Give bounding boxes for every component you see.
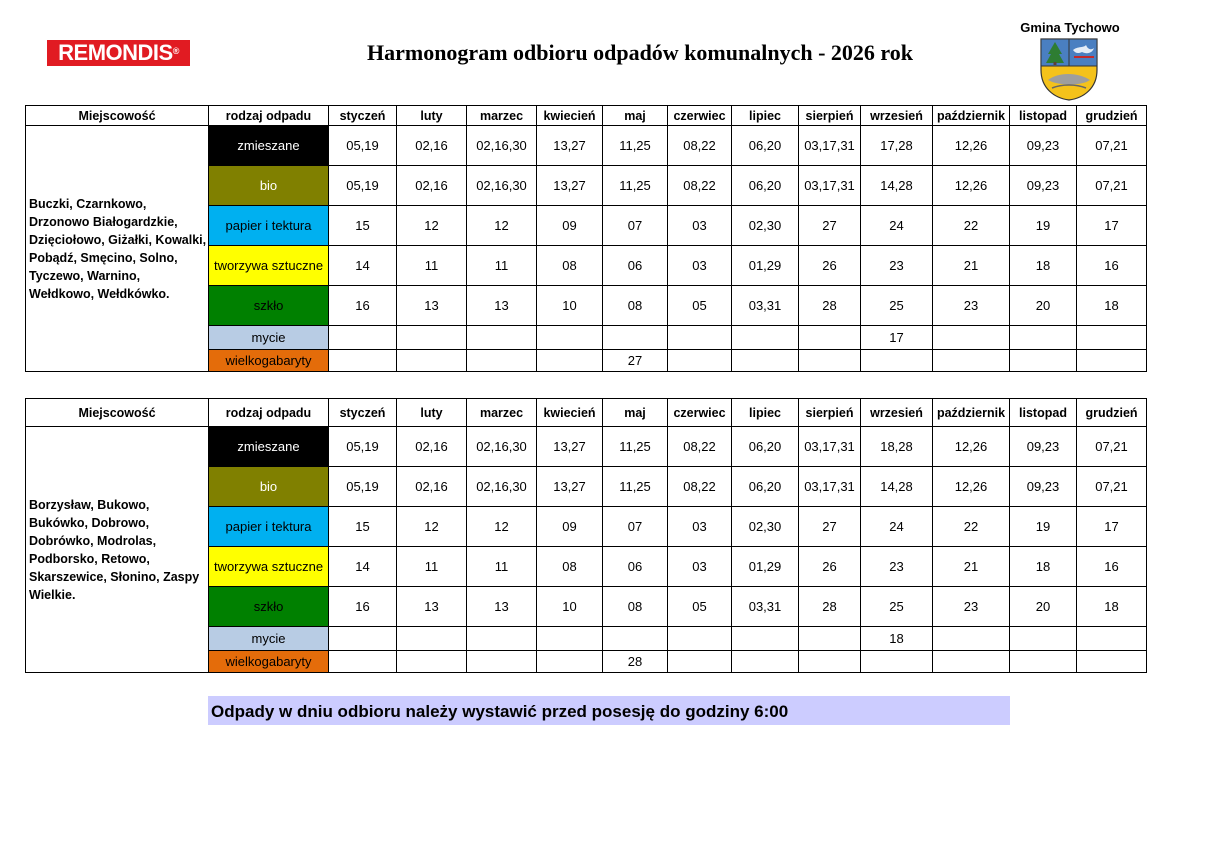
pickup-date-cell: 18 bbox=[1077, 587, 1147, 627]
pickup-date-cell: 07,21 bbox=[1077, 126, 1147, 166]
pickup-date-cell: 08,22 bbox=[668, 427, 732, 467]
pickup-date-cell: 06,20 bbox=[732, 467, 799, 507]
pickup-date-cell bbox=[732, 627, 799, 651]
remondis-logo: REMONDIS® bbox=[47, 40, 190, 66]
waste-type-label: szkło bbox=[209, 286, 329, 326]
pickup-date-cell: 01,29 bbox=[732, 246, 799, 286]
pickup-date-cell: 26 bbox=[799, 547, 861, 587]
pickup-date-cell: 18 bbox=[1010, 246, 1077, 286]
pickup-date-cell bbox=[329, 627, 397, 651]
month-header: czerwiec bbox=[668, 106, 732, 126]
waste-type-label: tworzywa sztuczne bbox=[209, 246, 329, 286]
month-header: lipiec bbox=[732, 399, 799, 427]
waste-type-header: rodzaj odpadu bbox=[209, 399, 329, 427]
pickup-date-cell bbox=[1010, 651, 1077, 673]
pickup-date-cell: 14,28 bbox=[861, 467, 933, 507]
waste-type-label: mycie bbox=[209, 326, 329, 350]
month-header: styczeń bbox=[329, 399, 397, 427]
month-header: październik bbox=[933, 106, 1010, 126]
pickup-date-cell: 18 bbox=[861, 627, 933, 651]
month-header: luty bbox=[397, 106, 467, 126]
pickup-date-cell bbox=[537, 326, 603, 350]
pickup-date-cell bbox=[933, 350, 1010, 372]
schedule-table-1 bbox=[25, 105, 1147, 372]
pickup-date-cell: 02,16 bbox=[397, 467, 467, 507]
pickup-date-cell: 03,17,31 bbox=[799, 166, 861, 206]
month-header: grudzień bbox=[1077, 106, 1147, 126]
month-header: maj bbox=[603, 399, 668, 427]
pickup-date-cell: 21 bbox=[933, 547, 1010, 587]
pickup-date-cell: 25 bbox=[861, 286, 933, 326]
pickup-date-cell: 07,21 bbox=[1077, 166, 1147, 206]
pickup-date-cell: 18 bbox=[1077, 286, 1147, 326]
month-header: styczeń bbox=[329, 106, 397, 126]
pickup-date-cell bbox=[329, 350, 397, 372]
pickup-date-cell: 03 bbox=[668, 246, 732, 286]
table-row bbox=[26, 126, 1147, 166]
pickup-date-cell bbox=[732, 326, 799, 350]
pickup-date-cell bbox=[397, 326, 467, 350]
pickup-date-cell: 20 bbox=[1010, 587, 1077, 627]
pickup-date-cell bbox=[329, 651, 397, 673]
pickup-date-cell bbox=[732, 651, 799, 673]
pickup-date-cell bbox=[329, 326, 397, 350]
pickup-date-cell: 19 bbox=[1010, 206, 1077, 246]
month-header: lipiec bbox=[732, 106, 799, 126]
pickup-date-cell: 26 bbox=[799, 246, 861, 286]
pickup-date-cell: 05 bbox=[668, 587, 732, 627]
pickup-date-cell: 16 bbox=[329, 286, 397, 326]
pickup-date-cell: 02,16 bbox=[397, 166, 467, 206]
page-title: Harmonogram odbioru odpadów komunalnych - 2026 rok bbox=[366, 40, 913, 65]
pickup-date-cell: 11 bbox=[397, 547, 467, 587]
pickup-date-cell: 06 bbox=[603, 246, 668, 286]
pickup-date-cell bbox=[799, 350, 861, 372]
pickup-date-cell: 07 bbox=[603, 206, 668, 246]
month-header: marzec bbox=[467, 399, 537, 427]
pickup-date-cell bbox=[467, 651, 537, 673]
month-header: listopad bbox=[1010, 399, 1077, 427]
month-header: czerwiec bbox=[668, 399, 732, 427]
pickup-date-cell bbox=[397, 350, 467, 372]
pickup-date-cell: 11,25 bbox=[603, 166, 668, 206]
table-header-row bbox=[26, 399, 1147, 427]
pickup-date-cell bbox=[1077, 651, 1147, 673]
pickup-date-cell bbox=[467, 627, 537, 651]
month-header: marzec bbox=[467, 106, 537, 126]
pickup-date-cell: 23 bbox=[861, 547, 933, 587]
pickup-date-cell: 11 bbox=[467, 246, 537, 286]
pickup-date-cell: 27 bbox=[799, 206, 861, 246]
pickup-date-cell: 21 bbox=[933, 246, 1010, 286]
pickup-date-cell: 02,16,30 bbox=[467, 126, 537, 166]
pickup-date-cell: 22 bbox=[933, 206, 1010, 246]
pickup-date-cell: 08,22 bbox=[668, 166, 732, 206]
pickup-date-cell: 14 bbox=[329, 547, 397, 587]
table-row bbox=[26, 427, 1147, 467]
month-header: luty bbox=[397, 399, 467, 427]
month-header: wrzesień bbox=[861, 399, 933, 427]
pickup-date-cell: 08 bbox=[603, 587, 668, 627]
pickup-date-cell: 07,21 bbox=[1077, 467, 1147, 507]
pickup-date-cell bbox=[668, 350, 732, 372]
pickup-date-cell: 13 bbox=[467, 587, 537, 627]
waste-type-label: bio bbox=[209, 467, 329, 507]
pickup-date-cell bbox=[861, 350, 933, 372]
waste-type-label: tworzywa sztuczne bbox=[209, 547, 329, 587]
pickup-date-cell bbox=[1077, 326, 1147, 350]
pickup-date-cell: 18,28 bbox=[861, 427, 933, 467]
waste-type-label: szkło bbox=[209, 587, 329, 627]
pickup-date-cell bbox=[1077, 627, 1147, 651]
pickup-date-cell: 09,23 bbox=[1010, 427, 1077, 467]
pickup-date-cell: 02,16,30 bbox=[467, 427, 537, 467]
pickup-date-cell: 02,16 bbox=[397, 427, 467, 467]
pickup-note: Odpady w dniu odbioru należy wystawić przed posesję do godziny 6:00 bbox=[208, 696, 1010, 725]
pickup-date-cell: 22 bbox=[933, 507, 1010, 547]
registered-mark: ® bbox=[172, 46, 179, 56]
pickup-date-cell: 06,20 bbox=[732, 427, 799, 467]
coat-of-arms-icon bbox=[1038, 36, 1100, 102]
month-header: sierpień bbox=[799, 399, 861, 427]
pickup-date-cell: 05,19 bbox=[329, 427, 397, 467]
waste-type-label: zmieszane bbox=[209, 427, 329, 467]
pickup-date-cell: 09,23 bbox=[1010, 166, 1077, 206]
pickup-date-cell: 10 bbox=[537, 286, 603, 326]
pickup-date-cell bbox=[467, 326, 537, 350]
pickup-date-cell: 28 bbox=[799, 587, 861, 627]
pickup-date-cell: 17,28 bbox=[861, 126, 933, 166]
pickup-date-cell: 03 bbox=[668, 507, 732, 547]
pickup-date-cell: 13,27 bbox=[537, 126, 603, 166]
pickup-date-cell: 05,19 bbox=[329, 166, 397, 206]
pickup-date-cell bbox=[668, 651, 732, 673]
pickup-date-cell: 18 bbox=[1010, 547, 1077, 587]
month-header: listopad bbox=[1010, 106, 1077, 126]
waste-type-label: bio bbox=[209, 166, 329, 206]
month-header: październik bbox=[933, 399, 1010, 427]
pickup-date-cell bbox=[603, 326, 668, 350]
pickup-date-cell bbox=[1077, 350, 1147, 372]
pickup-date-cell: 02,16,30 bbox=[467, 467, 537, 507]
pickup-date-cell: 16 bbox=[329, 587, 397, 627]
pickup-date-cell: 20 bbox=[1010, 286, 1077, 326]
pickup-date-cell: 08 bbox=[537, 547, 603, 587]
location-list: Buczki, Czarnkowo, Drzonowo Białogardzkie, Dzięciołowo, Giżałki, Kowalki, Pobądź, Smęcino, Solno, Tyczewo, Warnino, Wełdkowo, Wełdkówko. bbox=[26, 126, 209, 372]
pickup-date-cell: 11,25 bbox=[603, 467, 668, 507]
pickup-date-cell: 14 bbox=[329, 246, 397, 286]
waste-type-label: papier i tektura bbox=[209, 206, 329, 246]
pickup-date-cell: 24 bbox=[861, 206, 933, 246]
location-header: Miejscowość bbox=[26, 399, 209, 427]
pickup-date-cell: 11,25 bbox=[603, 126, 668, 166]
pickup-date-cell: 23 bbox=[933, 587, 1010, 627]
pickup-date-cell bbox=[668, 326, 732, 350]
pickup-date-cell: 23 bbox=[933, 286, 1010, 326]
pickup-date-cell: 13,27 bbox=[537, 166, 603, 206]
pickup-date-cell bbox=[397, 651, 467, 673]
pickup-date-cell: 12 bbox=[397, 206, 467, 246]
pickup-date-cell: 06,20 bbox=[732, 166, 799, 206]
month-header: sierpień bbox=[799, 106, 861, 126]
pickup-date-cell: 25 bbox=[861, 587, 933, 627]
pickup-date-cell: 08 bbox=[603, 286, 668, 326]
pickup-date-cell: 13 bbox=[397, 286, 467, 326]
pickup-date-cell bbox=[799, 651, 861, 673]
pickup-date-cell: 09 bbox=[537, 507, 603, 547]
pickup-date-cell: 06 bbox=[603, 547, 668, 587]
pickup-date-cell: 13 bbox=[397, 587, 467, 627]
pickup-date-cell: 12,26 bbox=[933, 467, 1010, 507]
pickup-date-cell: 09 bbox=[537, 206, 603, 246]
pickup-date-cell: 11 bbox=[397, 246, 467, 286]
pickup-date-cell: 16 bbox=[1077, 246, 1147, 286]
pickup-date-cell bbox=[603, 627, 668, 651]
pickup-date-cell: 17 bbox=[861, 326, 933, 350]
pickup-date-cell: 03,31 bbox=[732, 587, 799, 627]
pickup-date-cell: 12,26 bbox=[933, 166, 1010, 206]
pickup-date-cell: 13,27 bbox=[537, 427, 603, 467]
municipality-name: Gmina Tychowo bbox=[1020, 20, 1120, 35]
waste-type-label: wielkogabaryty bbox=[209, 350, 329, 372]
pickup-date-cell: 02,30 bbox=[732, 206, 799, 246]
pickup-date-cell: 03,17,31 bbox=[799, 467, 861, 507]
pickup-date-cell bbox=[799, 627, 861, 651]
pickup-date-cell: 27 bbox=[799, 507, 861, 547]
pickup-date-cell: 13,27 bbox=[537, 467, 603, 507]
table-header-row bbox=[26, 106, 1147, 126]
month-header: wrzesień bbox=[861, 106, 933, 126]
pickup-date-cell: 15 bbox=[329, 507, 397, 547]
pickup-date-cell: 01,29 bbox=[732, 547, 799, 587]
pickup-date-cell: 11,25 bbox=[603, 427, 668, 467]
pickup-date-cell bbox=[799, 326, 861, 350]
pickup-date-cell: 03,17,31 bbox=[799, 427, 861, 467]
pickup-date-cell: 13 bbox=[467, 286, 537, 326]
pickup-date-cell: 17 bbox=[1077, 507, 1147, 547]
pickup-date-cell bbox=[861, 651, 933, 673]
pickup-date-cell: 28 bbox=[603, 651, 668, 673]
pickup-date-cell: 05,19 bbox=[329, 126, 397, 166]
pickup-date-cell: 03,31 bbox=[732, 286, 799, 326]
pickup-date-cell bbox=[397, 627, 467, 651]
pickup-date-cell: 02,30 bbox=[732, 507, 799, 547]
pickup-date-cell: 12,26 bbox=[933, 427, 1010, 467]
pickup-date-cell: 24 bbox=[861, 507, 933, 547]
pickup-date-cell: 27 bbox=[603, 350, 668, 372]
waste-type-label: papier i tektura bbox=[209, 507, 329, 547]
pickup-date-cell: 16 bbox=[1077, 547, 1147, 587]
pickup-date-cell bbox=[1010, 350, 1077, 372]
pickup-date-cell: 09,23 bbox=[1010, 467, 1077, 507]
pickup-date-cell bbox=[933, 627, 1010, 651]
month-header: grudzień bbox=[1077, 399, 1147, 427]
pickup-date-cell bbox=[732, 350, 799, 372]
pickup-date-cell: 03,17,31 bbox=[799, 126, 861, 166]
pickup-date-cell: 06,20 bbox=[732, 126, 799, 166]
pickup-date-cell: 03 bbox=[668, 206, 732, 246]
pickup-date-cell bbox=[1010, 326, 1077, 350]
pickup-date-cell: 11 bbox=[467, 547, 537, 587]
pickup-date-cell: 02,16 bbox=[397, 126, 467, 166]
pickup-date-cell: 05 bbox=[668, 286, 732, 326]
pickup-date-cell: 15 bbox=[329, 206, 397, 246]
pickup-date-cell bbox=[933, 326, 1010, 350]
pickup-date-cell: 08 bbox=[537, 246, 603, 286]
pickup-date-cell: 07 bbox=[603, 507, 668, 547]
month-header: maj bbox=[603, 106, 668, 126]
pickup-date-cell: 23 bbox=[861, 246, 933, 286]
pickup-date-cell bbox=[933, 651, 1010, 673]
pickup-date-cell: 12 bbox=[397, 507, 467, 547]
waste-type-label: zmieszane bbox=[209, 126, 329, 166]
waste-type-label: wielkogabaryty bbox=[209, 651, 329, 673]
pickup-date-cell bbox=[537, 350, 603, 372]
pickup-date-cell: 08,22 bbox=[668, 467, 732, 507]
pickup-date-cell: 10 bbox=[537, 587, 603, 627]
pickup-date-cell: 12 bbox=[467, 206, 537, 246]
pickup-date-cell: 09,23 bbox=[1010, 126, 1077, 166]
pickup-date-cell bbox=[467, 350, 537, 372]
pickup-date-cell bbox=[537, 627, 603, 651]
pickup-date-cell: 12,26 bbox=[933, 126, 1010, 166]
pickup-date-cell: 05,19 bbox=[329, 467, 397, 507]
pickup-date-cell: 17 bbox=[1077, 206, 1147, 246]
pickup-date-cell: 12 bbox=[467, 507, 537, 547]
pickup-date-cell: 03 bbox=[668, 547, 732, 587]
pickup-date-cell: 19 bbox=[1010, 507, 1077, 547]
location-list: Borzysław, Bukowo, Bukówko, Dobrowo, Dobrówko, Modrolas, Podborsko, Retowo, Skarszewice, Słonino, Zaspy Wielkie. bbox=[26, 427, 209, 673]
pickup-date-cell: 07,21 bbox=[1077, 427, 1147, 467]
pickup-date-cell: 08,22 bbox=[668, 126, 732, 166]
pickup-date-cell: 02,16,30 bbox=[467, 166, 537, 206]
pickup-date-cell bbox=[1010, 627, 1077, 651]
pickup-date-cell: 28 bbox=[799, 286, 861, 326]
schedule-table-2 bbox=[25, 398, 1147, 673]
waste-type-label: mycie bbox=[209, 627, 329, 651]
month-header: kwiecień bbox=[537, 106, 603, 126]
pickup-date-cell: 14,28 bbox=[861, 166, 933, 206]
pickup-date-cell bbox=[537, 651, 603, 673]
waste-type-header: rodzaj odpadu bbox=[209, 106, 329, 126]
pickup-date-cell bbox=[668, 627, 732, 651]
month-header: kwiecień bbox=[537, 399, 603, 427]
location-header: Miejscowość bbox=[26, 106, 209, 126]
